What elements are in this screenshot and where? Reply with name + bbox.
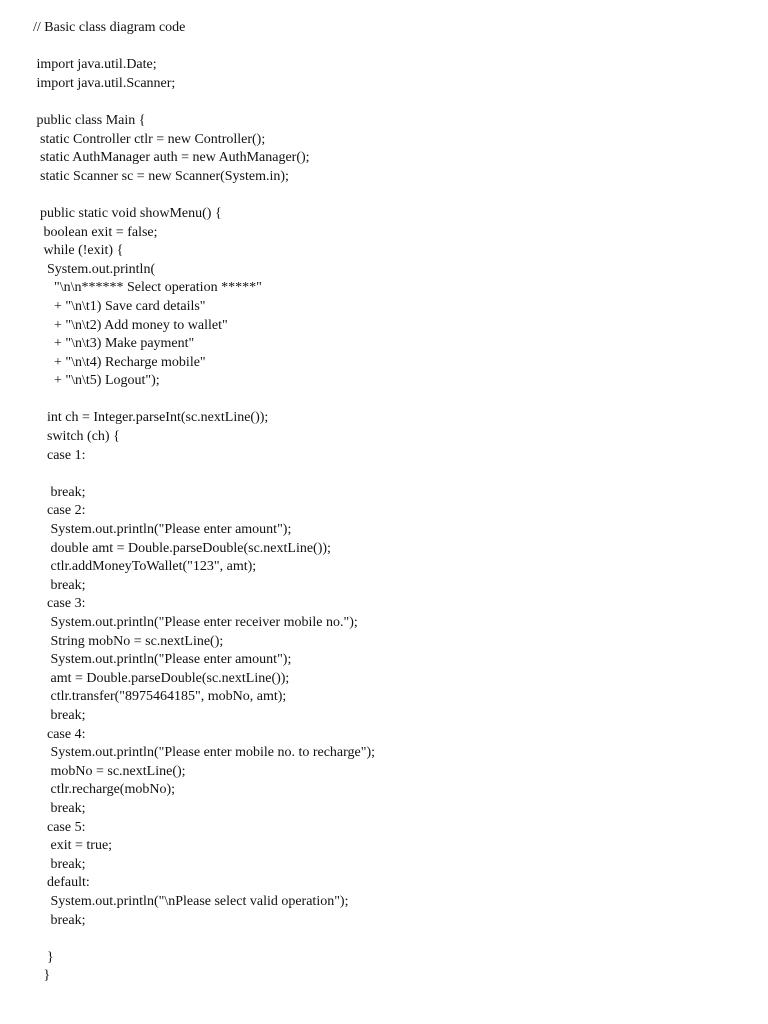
code-line (33, 93, 375, 112)
code-line: amt = Double.parseDouble(sc.nextLine()); (33, 670, 290, 686)
code-line: public static void showMenu() { (33, 205, 222, 221)
code-line: break; (33, 912, 86, 928)
code-line: } (33, 968, 51, 984)
code-line: + "\n\t5) Logout"); (33, 373, 160, 389)
code-line: + "\n\t4) Recharge mobile" (33, 354, 206, 370)
code-listing (33, 19, 375, 986)
code-line: System.out.println("Please enter receiver mobile no."); (33, 615, 358, 630)
code-line: case 3: (33, 596, 86, 612)
code-line: double amt = Double.parseDouble(sc.nextLine()); (33, 540, 331, 556)
code-line: System.out.println("\nPlease select valid operation"); (33, 893, 349, 909)
code-line: break; (33, 707, 86, 723)
code-line: break; (33, 800, 86, 816)
code-line: String mobNo = sc.nextLine(); (33, 633, 224, 649)
code-line: while (!exit) { (33, 243, 124, 259)
code-line: break; (33, 577, 86, 593)
code-line: static AuthManager auth = new AuthManager(); (33, 150, 310, 166)
code-line: import java.util.Date; (33, 57, 157, 73)
code-line: case 4: (33, 726, 86, 742)
code-line: public class Main { (33, 112, 146, 128)
code-line (33, 186, 375, 205)
code-line: System.out.println("Please enter amount"); (33, 652, 292, 668)
code-line: + "\n\t1) Save card details" (33, 298, 206, 314)
code-line: boolean exit = false; (33, 224, 158, 240)
code-line: System.out.println("Please enter amount"); (33, 522, 292, 538)
code-line (33, 391, 375, 410)
code-line (33, 930, 375, 949)
code-line: ctlr.addMoneyToWallet("123", amt); (33, 559, 257, 575)
code-line (33, 38, 375, 57)
code-line: static Scanner sc = new Scanner(System.in); (33, 168, 289, 184)
code-line: switch (ch) { (33, 429, 120, 445)
code-line: case 5: (33, 819, 86, 835)
code-line: default: (33, 875, 90, 891)
code-line: int ch = Integer.parseInt(sc.nextLine()); (33, 410, 269, 426)
code-line: static Controller ctlr = new Controller(); (33, 131, 266, 147)
code-line: mobNo = sc.nextLine(); (33, 763, 186, 779)
code-line: } (33, 949, 54, 965)
code-line: case 1: (33, 447, 86, 463)
code-line: "\n\n****** Select operation *****" (33, 280, 262, 296)
code-line: System.out.println( (33, 261, 156, 277)
code-line: import java.util.Scanner; (33, 75, 176, 91)
code-line: break; (33, 856, 86, 872)
code-line: // Basic class diagram code (33, 20, 186, 35)
code-line: ctlr.recharge(mobNo); (33, 782, 176, 798)
code-line: + "\n\t3) Make payment" (33, 336, 195, 352)
code-line: break; (33, 484, 86, 500)
code-line: System.out.println("Please enter mobile no. to recharge"); (33, 745, 376, 761)
code-line: ctlr.transfer("8975464185", mobNo, amt); (33, 689, 287, 705)
code-line (33, 465, 375, 484)
code-line: + "\n\t2) Add money to wallet" (33, 317, 228, 333)
code-line: case 2: (33, 503, 86, 519)
code-line: exit = true; (33, 838, 113, 854)
